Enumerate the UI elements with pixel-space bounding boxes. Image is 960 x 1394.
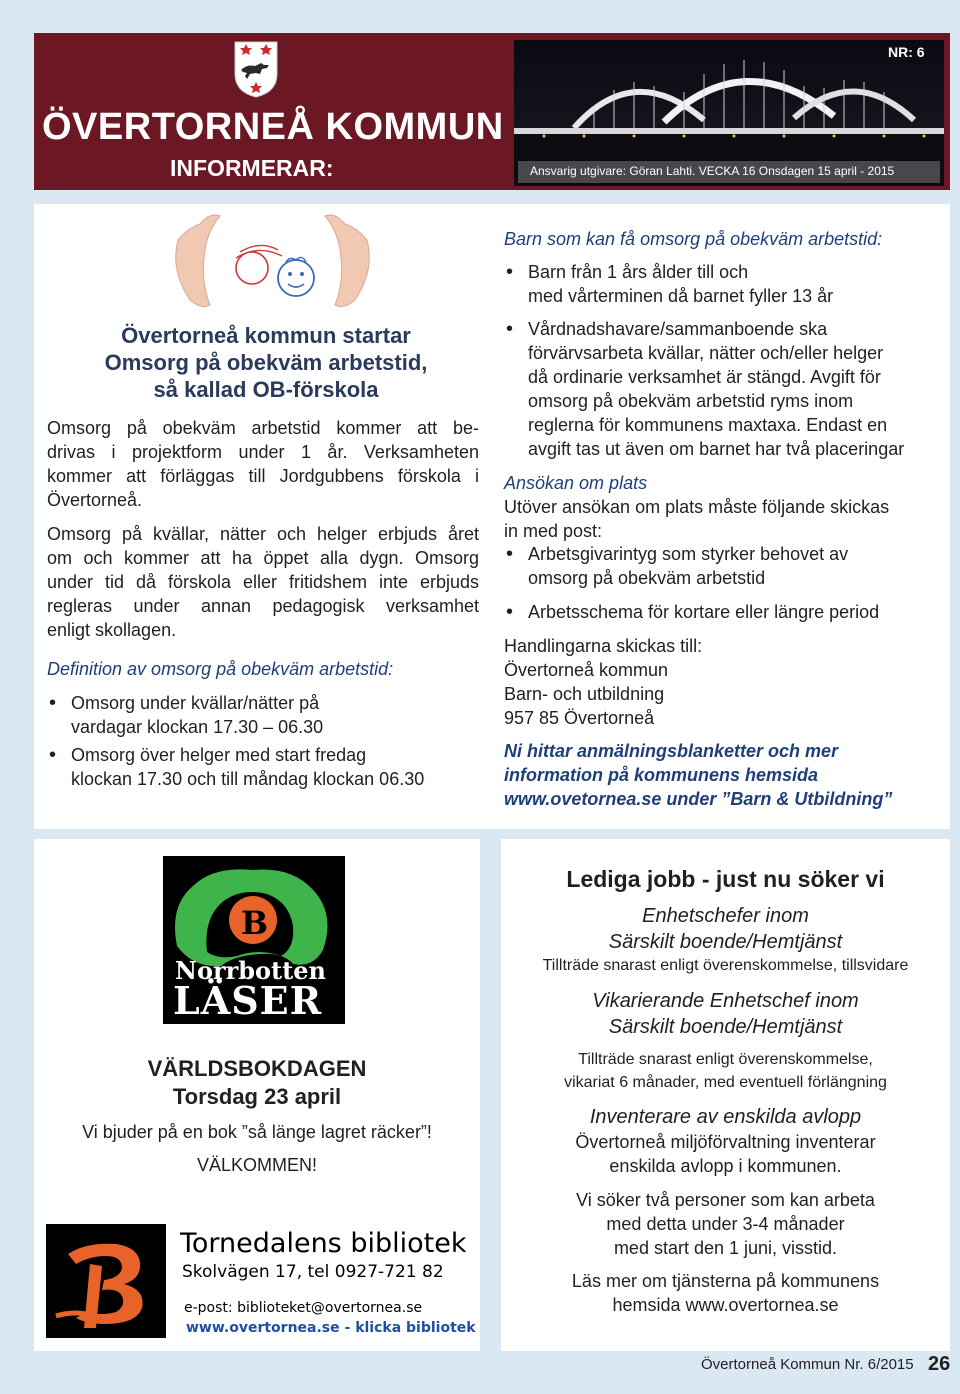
library-web-link[interactable]: www.overtornea.se - klicka bibliotek (186, 1320, 476, 1336)
job-title: Inventerare av enskilda avlopp (589, 1106, 862, 1128)
job-description: Tillträde snarast enligt överenskommelse, tillsvidare (542, 957, 909, 974)
article-heading-line: Övertorneå kommun startar (121, 323, 411, 348)
eligibility-item: • Vårdnadshavare/sammanboende ska förvärvsarbeta kvällar, nätter och/eller helger då ordinarie verksamhet är stängd. Avgift för omsorg på obekväm arbetstid ryms inom reglerna för kommunens maxtaxa. Endast en avgift tas ut även om barnet har två placeringar (528, 317, 904, 461)
application-item: • Arbetsschema för kortare eller längre period (528, 600, 879, 624)
definition-heading: Definition av omsorg på obekväm arbetstid: (47, 659, 394, 679)
website-note: Ni hittar anmälningsblanketter och mer information på kommunens hemsida www.ovetornea.se under ”Barn & Utbildning” (504, 741, 893, 809)
application-heading: Ansökan om plats (504, 473, 648, 493)
logo-text-laser: LÄSER (173, 978, 323, 1023)
job-description: Övertorneå miljöförvaltning inventerar enskilda avlopp i kommunen. (575, 1132, 876, 1176)
caring-hands-icon (170, 210, 375, 312)
jobs-heading: Lediga jobb - just nu söker vi (566, 866, 885, 892)
book-day-date: Torsdag 23 april (172, 1084, 342, 1109)
publisher-credit: Ansvarig utgivare: Göran Lahti. VECKA 16 Onsdagen 15 april - 2015 (530, 164, 895, 178)
article-paragraph-line: kommer att förläggas till Jordgubbens förskola i (47, 466, 479, 486)
issue-number-badge: NR: 6 (888, 44, 925, 60)
jobs-more-info: Läs mer om tjänsterna på kommunens hemsida www.overtornea.se (501, 1269, 950, 1317)
article-heading-line: Omsorg på obekväm arbetstid, (104, 350, 428, 375)
library-email[interactable]: e-post: biblioteket@overtornea.se (184, 1300, 423, 1316)
article-paragraph-line: under tid då förskola eller fritidshem inte erbjuds (47, 572, 479, 592)
page-number: 26 (928, 1353, 951, 1375)
municipality-title: ÖVERTORNEÅ KOMMUN (42, 106, 504, 148)
jobs-website-link[interactable]: hemsida www.overtornea.se (612, 1295, 839, 1315)
mailing-address: Handlingarna skickas till: Övertorneå kommun Barn- och utbildning 957 85 Övertorneå (504, 636, 703, 728)
article-paragraph-line: Övertorneå. (47, 490, 143, 510)
job-title: Vikarierande Enhetschef inom Särskilt boende/Hemtjänst (592, 990, 859, 1038)
article-paragraph-line: drivas i projektform under 1 år. Verksamheten (47, 442, 479, 462)
footer-publication: Övertorneå Kommun Nr. 6/2015 (701, 1356, 914, 1373)
library-logo (46, 1224, 166, 1338)
article-paragraph-line: Omsorg på obekväm arbetstid kommer att be- (47, 418, 479, 438)
article-heading-line: så kallad OB-förskola (153, 377, 379, 402)
job-title: Enhetschefer inom Särskilt boende/Hemtjänst (608, 905, 843, 953)
application-intro: Utöver ansökan om plats måste följande skickas in med post: (504, 497, 890, 541)
article-paragraph-line: Omsorg på kvällar, nätter och helger erbjuds året (47, 524, 479, 544)
article-paragraph-line: enligt skollagen. (47, 620, 177, 640)
eligibility-item: • Barn från 1 års ålder till och med vårterminen då barnet fyller 13 år (528, 260, 833, 308)
job-detail: Vi söker två personer som kan arbeta med detta under 3-4 månader med start den 1 juni, visstid. (576, 1190, 875, 1258)
definition-item: • Omsorg under kvällar/nätter på vardagar klockan 17.30 – 06.30 (71, 691, 323, 739)
book-day-offer: Vi bjuder på en bok ”så länge lagret räcker”! (82, 1122, 432, 1142)
article-paragraph-line: regleras under annan pedagogisk verksamhet (47, 596, 479, 616)
library-address: Skolvägen 17, tel 0927-721 82 (182, 1262, 444, 1282)
municipality-subtitle: INFORMERAR: (170, 155, 334, 181)
library-name: Tornedalens bibliotek (180, 1228, 467, 1259)
job-description: Tillträde snarast enligt överenskommelse, vikariat 6 månader, med eventuell förlängning (564, 1051, 887, 1091)
application-item: • Arbetsgivarintyg som styrker behovet av omsorg på obekväm arbetstid (528, 542, 848, 590)
logo-text-norrbotten: Norrbotten (175, 956, 326, 985)
definition-item: • Omsorg över helger med start fredag klockan 17.30 och till måndag klockan 06.30 (71, 743, 424, 791)
municipality-website-link[interactable]: www.ovetornea.se under ”Barn & Utbildning” (504, 789, 893, 809)
eligibility-heading: Barn som kan få omsorg på obekväm arbetstid: (504, 229, 883, 249)
article-paragraph-line: om och kommer att ha öppet alla dygn. Omsorg (47, 548, 479, 568)
logo-letter: B (241, 904, 269, 942)
municipal-crest-icon (233, 40, 279, 98)
book-day-welcome: VÄLKOMMEN! (196, 1155, 318, 1175)
book-day-title: VÄRLDSBOKDAGEN (147, 1056, 367, 1081)
norrbotten-laser-logo (163, 856, 345, 1024)
